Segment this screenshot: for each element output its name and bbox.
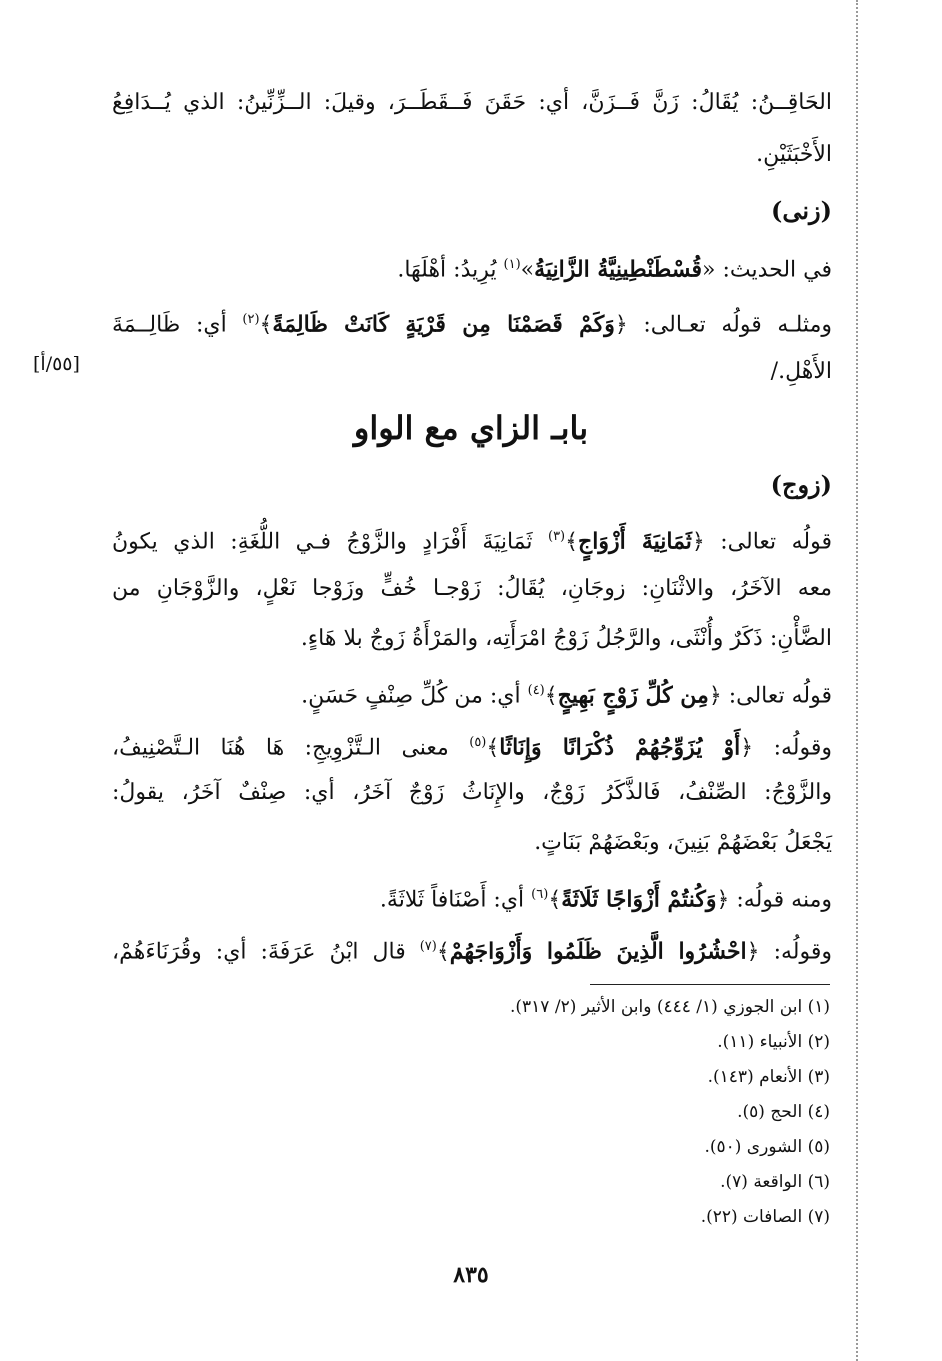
text-fragment: أي: ظَالِــمَةَ	[112, 312, 243, 338]
footnote-1: (١) ابن الجوزي (١/ ٤٤٤) وابن الأثير (٢/ ٣١٧).	[510, 997, 830, 1017]
footnote-ref: (٢)	[242, 312, 260, 327]
entry-heading-zawj: (زوج)	[770, 470, 832, 499]
quran-quote: احْشُرُوا الَّذِينَ ظَلَمُوا وَأَزْوَاجَهُمْ	[449, 938, 747, 965]
text-fragment: وقولُه: ﴿	[746, 939, 832, 965]
text-line-zawj-3: الضَّأْنِ: ذَكَرٌ وأُنْثَى، والرَّجُلُ زَوْجُ امْرَأَتِه، والمَرْأَةُ زَوجٌ بلا هَاءٍ.	[300, 626, 832, 651]
footnote-ref: (٤)	[527, 683, 545, 698]
footnote-ref: (٧)	[419, 939, 437, 954]
text-fragment: ﴾	[565, 529, 579, 555]
footnote-separator	[590, 984, 830, 985]
text-fragment: قولُه تعالى: ﴿	[708, 683, 832, 709]
text-fragment: أي: أَصْنَافاً ثَلاثَةً.	[379, 887, 532, 913]
text-line-zawj-9	[112, 932, 832, 967]
text-fragment: ﴾	[259, 312, 273, 338]
text-fragment: يُرِيدُ: أهْلَهَا.	[397, 257, 504, 283]
text-line-3: الأَهْلِ./	[770, 359, 832, 384]
text-fragment: ﴾	[544, 683, 558, 709]
text-fragment: ثَمَانِيَةَ أَفْرَادٍ والزَّوْجُ فـي اللُّغَةِ: الذي يكونُ	[112, 529, 548, 555]
text-line-ayah-1	[112, 305, 832, 340]
footnote-ref: (٣)	[547, 529, 566, 544]
text-line-zawj-8	[112, 880, 832, 915]
text-fragment: ومثلـه قولُه تعـالى: ﴿	[614, 312, 832, 338]
quran-quote: وَكَمْ قَصَمْنَا مِن قَرْيَةٍ كَانَتْ ظَالِمَةً	[272, 311, 615, 338]
text-fragment: ﴾	[436, 939, 450, 965]
footnote-6: (٦) الواقعة (٧).	[720, 1172, 830, 1192]
text-fragment: أي: من كُلِّ صِنْفٍ حَسَنٍ.	[301, 683, 528, 709]
text-line-zawj-7: يَجْعَلُ بَعْضَهُمْ بَنِينَ، وبَعْضَهُمْ بَنَاتٍ.	[534, 830, 832, 855]
manuscript-folio-ref: [٥٥/أ]	[33, 353, 80, 375]
text-fragment: قولُه تعالى: ﴿	[691, 529, 832, 555]
quran-quote: مِن كُلِّ زَوْجٍ بَهِيجٍ	[557, 682, 709, 709]
footnote-ref: (١)	[503, 257, 521, 272]
text-fragment: ﴾	[548, 887, 562, 913]
text-line-zawj-4	[112, 676, 832, 711]
quran-quote: أَوْ يُزَوِّجُهُمْ ذُكْرَانًا وَإِنَاثًا	[499, 734, 741, 761]
text-line-zawj-5	[112, 728, 832, 763]
text-fragment: معنى الـتَّزْوِيجِ: هَا هُنَا الـتَّصْنِيفُ،	[112, 735, 470, 761]
quran-quote: ثَمَانِيَةَ أَزْوَاجٍ	[578, 528, 692, 555]
text-line-2: الأَخْبَثَيْنِ.	[756, 142, 832, 167]
text-line-zawj-2: معه الآخَرُ، والاثْنَانِ: زوجَانِ، يُقَالُ: زَوْجـا خُفٍّ وزَوْجا نَعْلٍ، والزَّوْجَانِ من	[112, 576, 832, 601]
text-line-hadith	[112, 250, 832, 285]
text-fragment: »	[520, 257, 535, 283]
quran-quote: وَكُنتُمْ أَزْوَاجًا ثَلَاثَةً	[561, 886, 717, 913]
hadith-quote: قُسْطَنْطِينِيَّةُ الزَّانِيَةُ	[534, 256, 702, 283]
text-fragment: وقولُه: ﴿	[740, 735, 832, 761]
page-edge-dots	[856, 0, 858, 1361]
text-fragment: ومنه قولُه: ﴿	[716, 887, 832, 913]
text-fragment: في الحديث: «	[701, 257, 832, 283]
page-number: ٨٣٥	[453, 1262, 489, 1288]
text-line-zawj-6: والزَّوْجُ: الصِّنْفُ، فَالذَّكَرُ زَوْجٌ، والإِنَاثُ زَوْجٌ آخَرُ، أي: صِنْفٌ آخَرُ، يقولُ:	[112, 780, 832, 805]
footnote-3: (٣) الأنعام (١٤٣).	[707, 1067, 830, 1087]
text-line-zawj-1	[112, 522, 832, 557]
footnote-7: (٧) الصافات (٢٢).	[700, 1207, 830, 1227]
footnote-2: (٢) الأنبياء (١١).	[717, 1032, 830, 1052]
footnote-ref: (٥)	[469, 735, 487, 750]
text-fragment: ﴾	[486, 735, 500, 761]
text-fragment: قال ابْنُ عَرَفَةَ: أي: وقُرَنَاءَهُمْ،	[112, 939, 420, 965]
chapter-title: بابـ الزاي مع الواو	[353, 409, 589, 447]
footnote-ref: (٦)	[531, 887, 549, 902]
footnote-5: (٥) الشورى (٥٠).	[704, 1137, 830, 1157]
entry-heading-zina: (زنى)	[771, 196, 832, 225]
text-line-1: الحَاقِــنُ: يُقَالُ: زَنَّ فَــزَنَّ، أي: حَقَنَ فَــقَطَــرَ، وقيلَ: الــزِّنِّينُ: الذي يُــدَافِعُ	[112, 90, 832, 115]
footnote-4: (٤) الحج (٥).	[737, 1102, 830, 1122]
